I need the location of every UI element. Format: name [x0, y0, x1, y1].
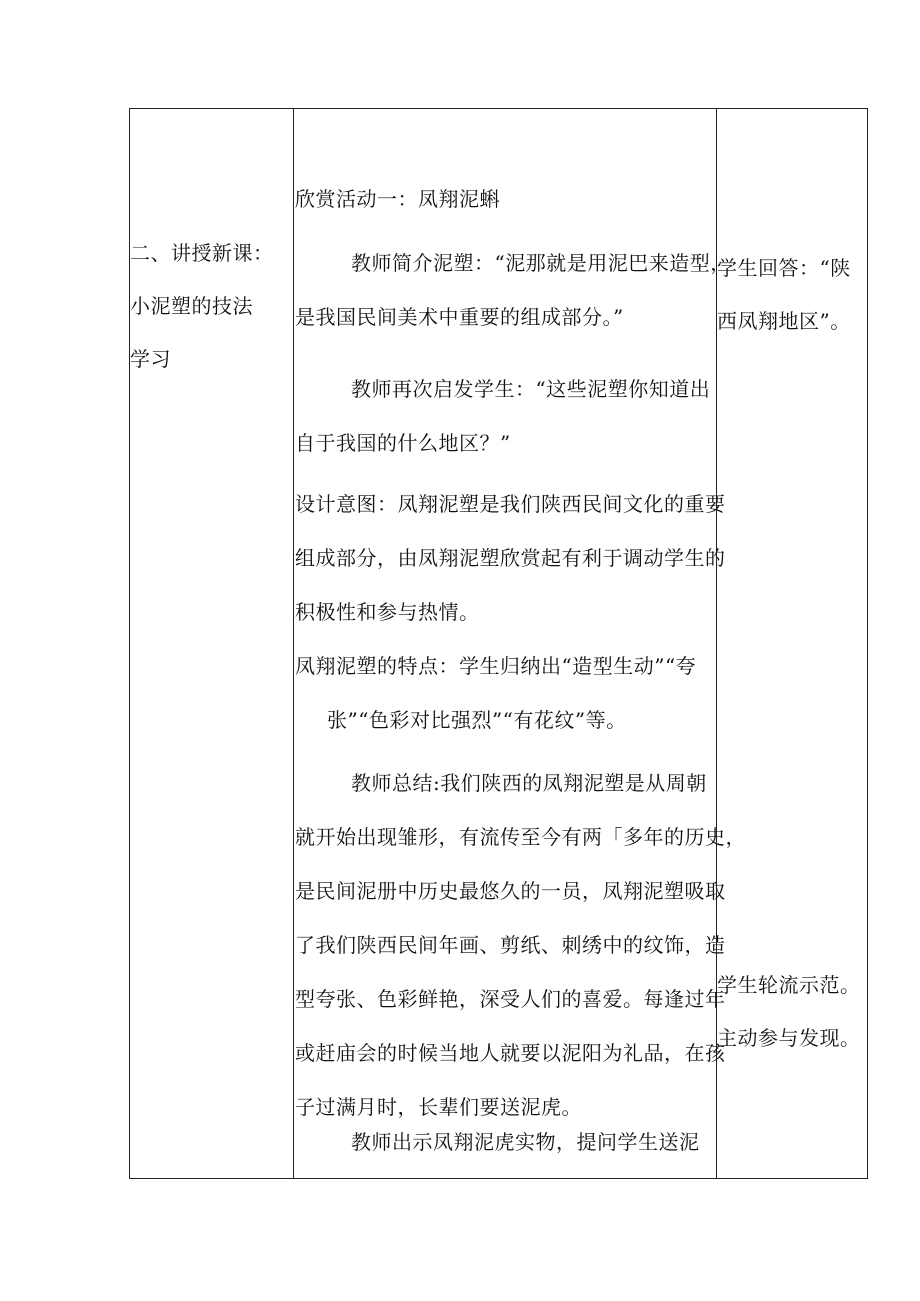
paragraph-line: 教师出示凤翔泥虎实物，提问学生送泥: [351, 1130, 700, 1154]
paragraph-line: 就开始出现雏形，有流传至今有两「多年的历史，: [295, 825, 746, 849]
paragraph-line: 自于我国的什么地区？”: [295, 431, 511, 455]
paragraph-line: 是我国民间美术中重要的组成部分。”: [295, 305, 624, 329]
design-intent-paragraph: [295, 477, 726, 639]
paragraph-line: 或赶庙会的时候当地人就要以泥阳为礼品，在孩: [295, 1041, 726, 1065]
stage-line: 小泥塑的技法: [130, 294, 253, 318]
demo-paragraph: [295, 1115, 715, 1169]
paragraph-line: 是民间泥册中历史最悠久的一员，凤翔泥塑吸取: [295, 879, 726, 903]
features-paragraph: [295, 639, 715, 747]
student-answer: [717, 242, 867, 348]
activity-title: 欣赏活动一：凤翔泥蝌: [295, 187, 500, 211]
stage-line: 二、讲授新课：: [130, 241, 274, 265]
paragraph-line: 教师再次启发学生：“这些泥塑你知道出: [351, 377, 711, 401]
intro-paragraph: [295, 236, 731, 344]
paragraph-line: 教师总结:我们陕西的凤翔泥塑是从周朝: [351, 771, 707, 795]
question-paragraph: [295, 362, 715, 470]
paragraph-line: 教师简介泥塑：“泥那就是用泥巴来造型，: [351, 251, 731, 275]
stage-cell: [130, 227, 290, 386]
student-practice: [717, 959, 867, 1065]
stage-line: 学习: [130, 347, 171, 371]
paragraph-line: 了我们陕西民间年画、剪纸、刺绣中的纹饰，造: [295, 933, 726, 957]
student-line: 主动参与发现。: [717, 1026, 861, 1050]
paragraph-line: 子过满月时，长辈们要送泥虎。: [295, 1095, 582, 1119]
lesson-plan-table: [129, 108, 868, 1179]
column-divider: [293, 109, 294, 1178]
paragraph-line: 型夸张、色彩鲜艳，深受人们的喜爱。每逢过年: [295, 987, 726, 1011]
paragraph-line: 凤翔泥塑的特点：学生归纳出“造型生动”“夸: [295, 654, 697, 678]
summary-paragraph: [295, 756, 746, 1134]
paragraph-line: 积极性和参与热情。: [295, 600, 480, 624]
paragraph-line: 组成部分，由凤翔泥塑欣赏起有利于调动学生的: [295, 546, 726, 570]
student-line: 学生轮流示范。: [717, 973, 861, 997]
student-line: 西凤翔地区”。: [717, 309, 851, 333]
paragraph-line: 张”“色彩对比强烈”“有花纹”等。: [327, 708, 627, 732]
student-line: 学生回答：“陕: [717, 256, 851, 280]
paragraph-line: 设计意图：凤翔泥塑是我们陕西民间文化的重要: [295, 492, 726, 516]
